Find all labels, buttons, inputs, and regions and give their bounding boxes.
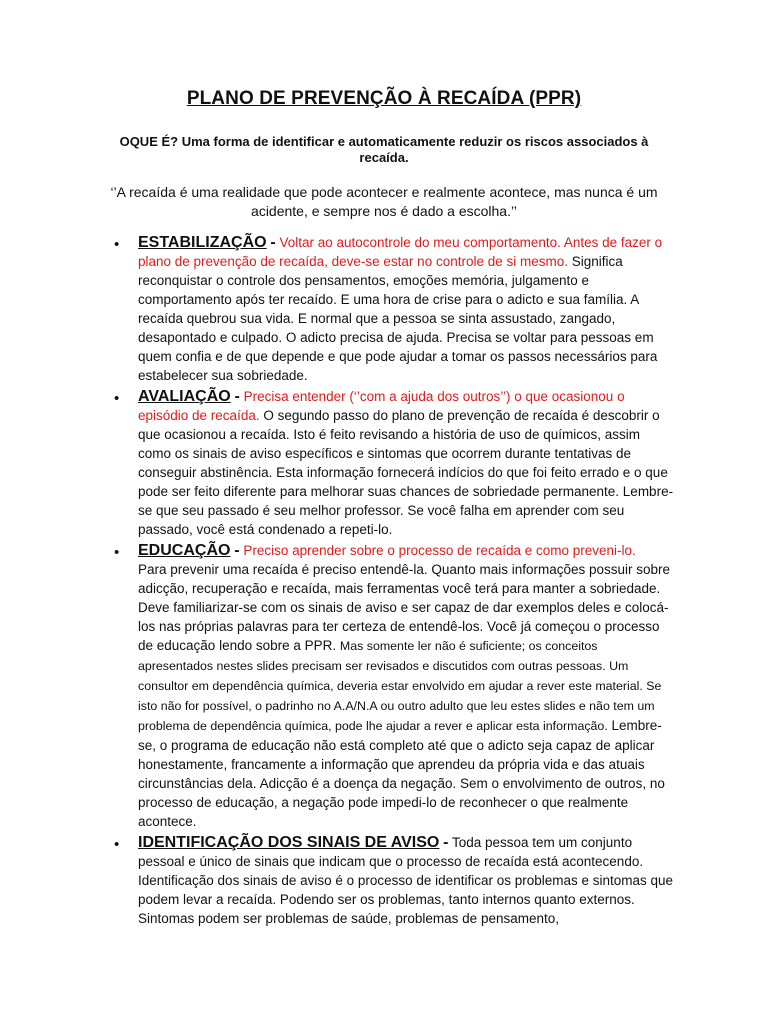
definition-paragraph: OQUE É? Uma forma de identificar e automaticamente reduzir os riscos associados à recaída. [119,134,649,165]
section-estabilizacao [114,233,674,385]
sections-list [94,233,674,928]
bullet-icon: • [114,390,120,407]
heading-dash: - [270,234,276,251]
section-highlight: Preciso aprender sobre o processo de recaída e como preveni-lo. [243,543,636,558]
quote-paragraph: ‘’A recaída é uma realidade que pode acontecer e realmente acontece, mas nunca é um acidente, e sempre nos é dado a escolha.’’ [110,184,658,219]
bullet-icon: • [114,236,120,253]
heading-dash: - [443,834,449,851]
section-heading: IDENTIFICAÇÃO DOS SINAIS DE AVISO [138,834,440,851]
section-avaliacao [114,387,674,539]
page-title: PLANO DE PREVENÇÃO À RECAÍDA (PPR) [186,88,582,109]
section-body: O segundo passo do plano de prevenção de recaída é descobrir o que ocasionou a recaída. Isto é feito revisando a história de uso de químicos, assim como os sinais de aviso específicos e sintomas que ocorrem durante tentativas de conseguir abstinência. Esta informação fornecerá indícios do que foi feito errado e o que pode ser feito diferente para melhorar suas chances de sobriedade permanente. Lembre-se que seu passado é seu melhor professor. Se você falha em aprender com seu passado, você está condenado a repeti-lo. [138,408,674,537]
section-highlight: Precisa entender (‘’com a ajuda dos outros’’) o que ocasionou o episódio de recaída. [138,389,625,423]
section-heading: ESTABILIZAÇÃO [138,234,267,251]
bullet-icon: • [114,836,120,853]
section-body-end: Lembre-se, o programa de educação não está completo até que o adicto seja capaz de aplicar honestamente, francamente a informação que aprendeu da própria vida e das atuais circunstâncias dela. Adicção é a doença da negação. Sem o envolvimento de outros, no processo de educação, a negação pode impedi-lo de reconhecer o que realmente acontece. [138,718,665,829]
section-heading: EDUCAÇÃO [138,542,231,559]
heading-dash: - [234,542,240,559]
heading-dash: - [234,388,240,405]
section-body: Significa reconquistar o controle dos pensamentos, emoções memória, julgamento e comportamento após ter recaído. E uma hora de crise para o adicto e sua família. A recaída quebrou sua vida. E normal que a pessoa se sinta assustado, zangado, desapontado e culpado. O adicto precisa de ajuda. Precisa se voltar para pessoas em quem confia e de que depende e que pode ajudar a tomar os passos necessários para estabelecer sua sobriedade. [138,254,658,383]
section-educacao [114,541,674,831]
section-highlight: Voltar ao autocontrole do meu comportamento. Antes de fazer o plano de prevenção de recaída, deve-se estar no controle de si mesmo. [138,235,663,269]
section-body-small: Mas somente ler não é suficiente; os conceitos apresentados nestes slides precisam ser revisados e discutidos com outras pessoas. Um consultor em dependência química, deveria estar envolvido em ajudar a rever este material. Se isto não for possível, o padrinho no A.A/N.A ou outro adulto que leu estes slides e não tem um problema de dependência química, pode lhe ajudar a rever e aplicar esta informação. [138,639,662,733]
section-identificacao [114,833,674,928]
section-body: Para prevenir uma recaída é preciso entendê-la. Quanto mais informações possuir sobre adicção, recuperação e recaída, mais ferramentas você terá para manter a sobriedade. Deve familiarizar-se com os sinais de aviso e ser capaz de dar exemplos deles e colocá-los nas próprias palavras para ter certeza de entendê-los. Você já começou o processo de educação lendo sobre a PPR. [138,562,671,653]
section-body: Toda pessoa tem um conjunto pessoal e único de sinais que indicam que o processo de recaída está acontecendo. Identificação dos sinais de aviso é o processo de identificar os problemas e sintomas que podem levar a recaída. Podendo ser os problemas, tanto internos quanto externos. Sintomas podem ser problemas de saúde, problemas de pensamento, [138,835,674,926]
section-heading: AVALIAÇÃO [138,388,231,405]
bullet-icon: • [114,544,120,561]
